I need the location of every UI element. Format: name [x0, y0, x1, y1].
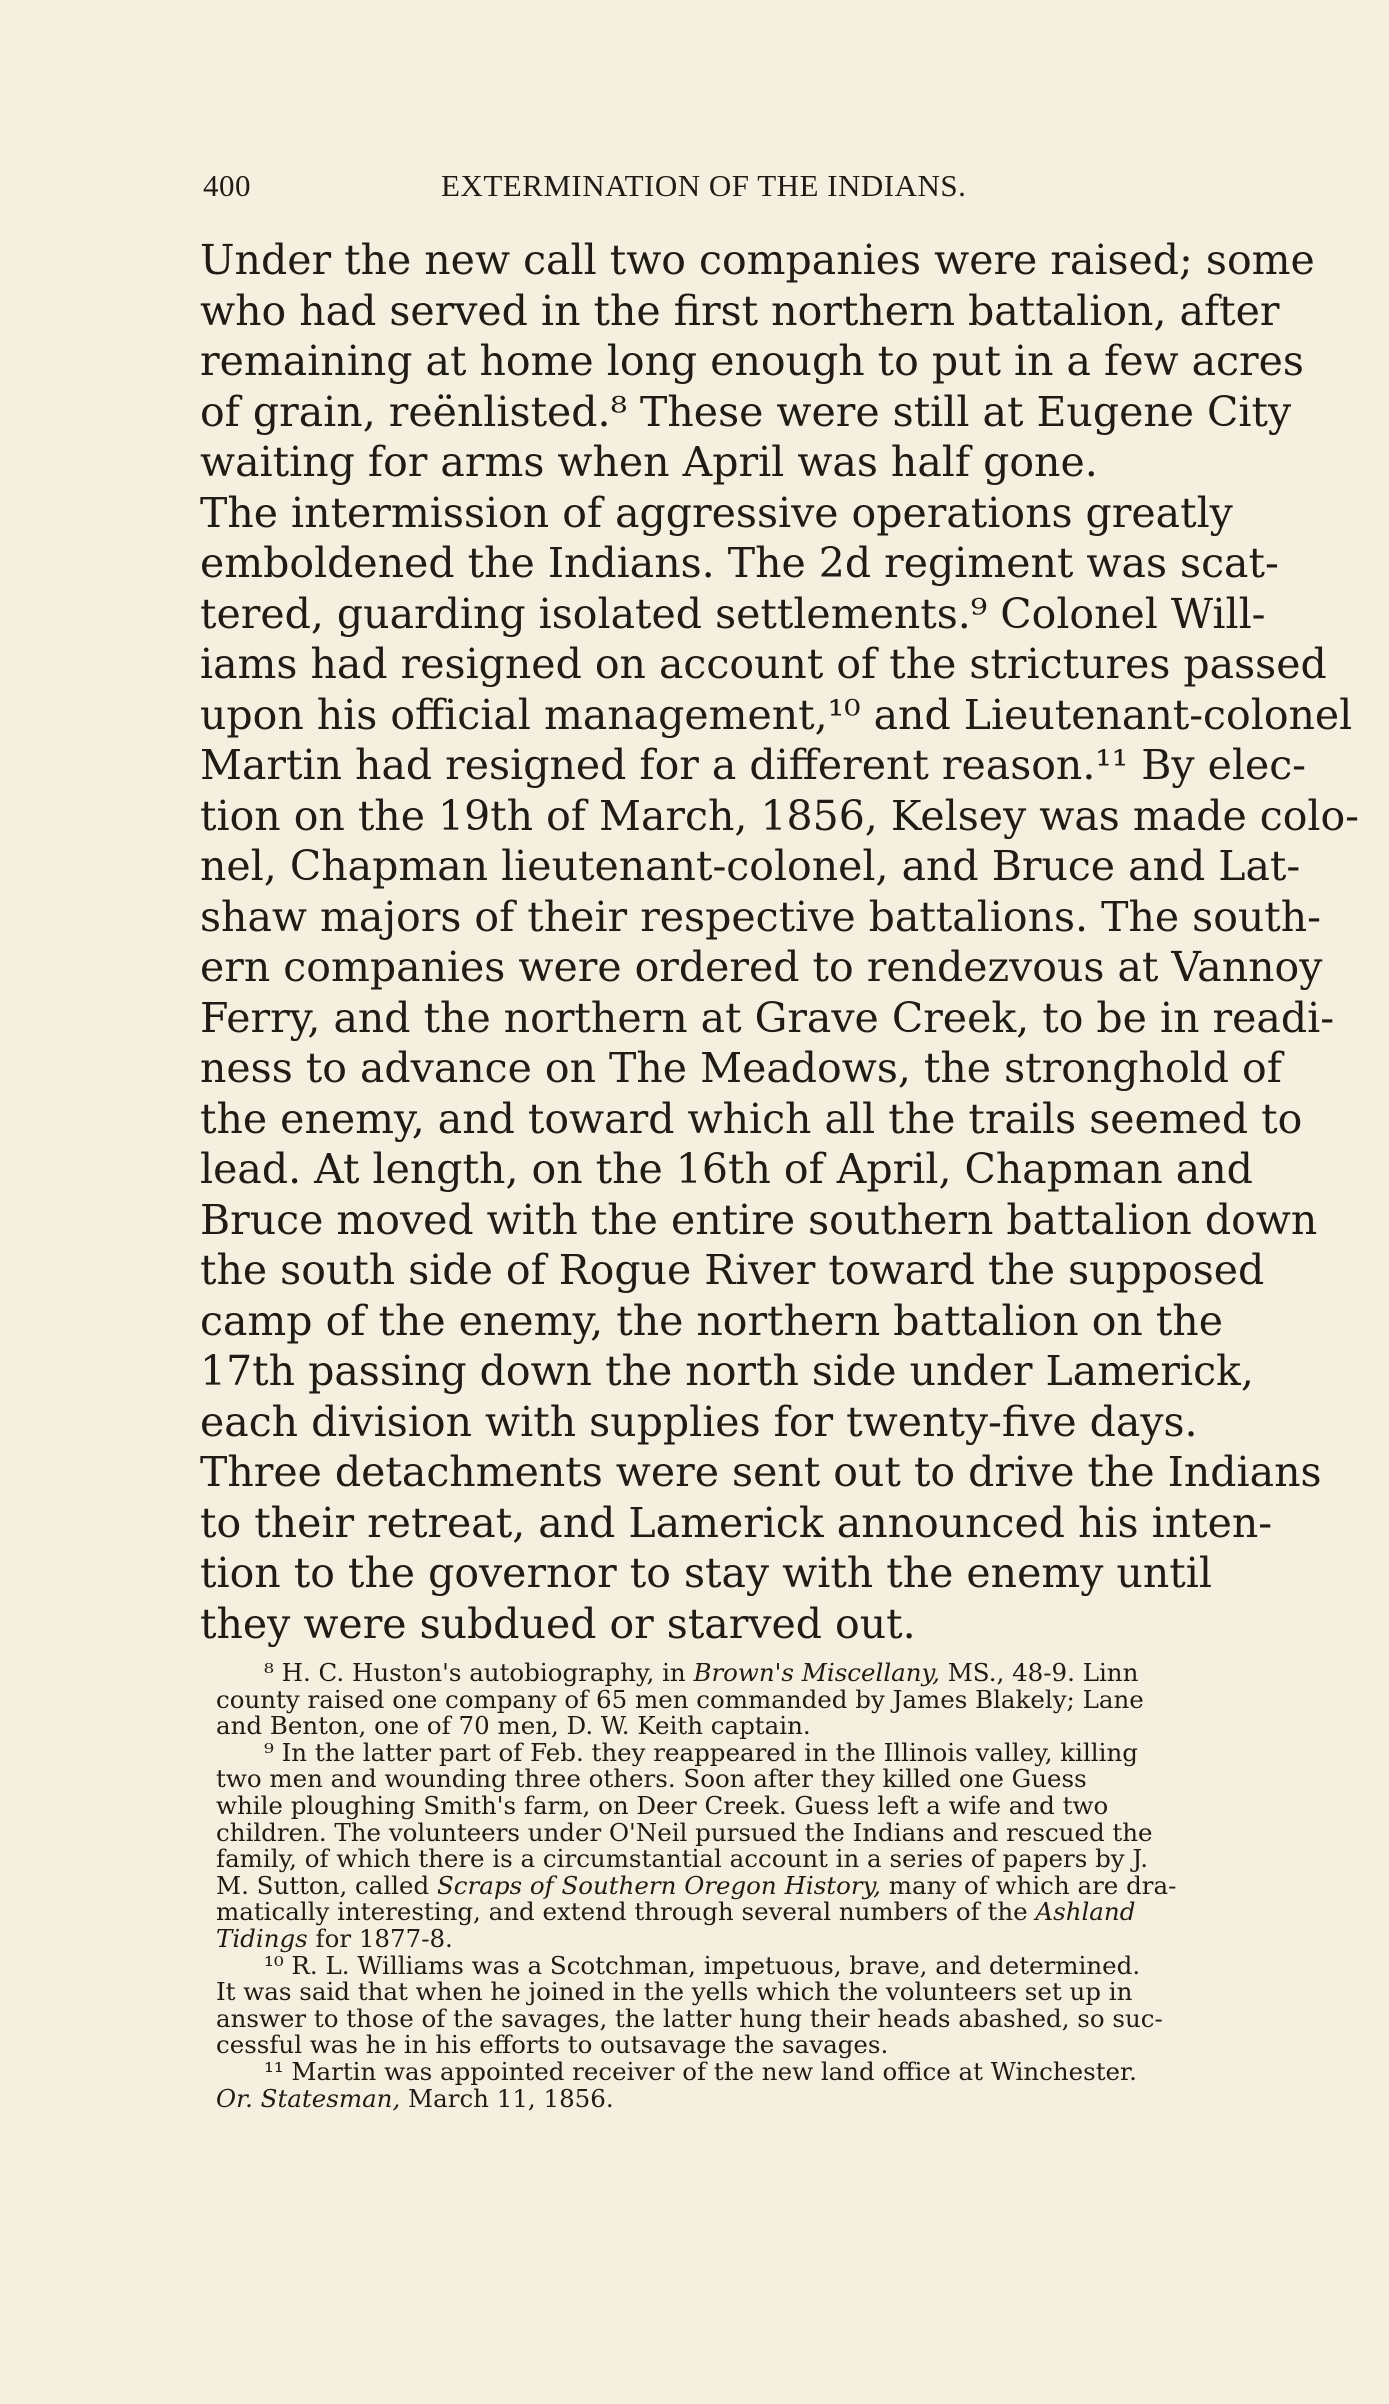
footnote-8	[216, 1660, 1346, 1740]
footnote-10	[216, 1950, 1346, 2060]
body-line: tion on the 19th of March, 1856, Kelsey was made colo-	[200, 791, 1360, 840]
body-line: ern companies were ordered to rendezvous at Vannoy	[200, 943, 1323, 991]
footnote-line	[216, 1660, 1346, 1687]
body-line: they were subdued or starved out.	[200, 1599, 916, 1648]
body-text	[200, 235, 1360, 1649]
footnote-line	[216, 1899, 1346, 1926]
body-line: the south side of Rogue River toward the supposed	[200, 1246, 1265, 1294]
body-line: 17th passing down the north side under Lamerick,	[200, 1347, 1254, 1395]
body-line: nel, Chapman lieutenant-colonel, and Bruce and Lat-	[200, 842, 1301, 890]
footnote-citation: Brown's Miscellany,	[693, 1658, 940, 1687]
body-line: Under the new call two companies were raised; some	[200, 236, 1315, 284]
footnote-text: M. Sutton, called	[216, 1870, 437, 1900]
footnote-text: ⁸ H. C. Huston's autobiography, in	[264, 1658, 694, 1687]
running-title: EXTERMINATION OF THE INDIANS.	[441, 168, 967, 203]
body-line: camp of the enemy, the northern battalion on the	[200, 1296, 1223, 1345]
body-line: Ferry, and the northern at Grave Creek, to be in readi-	[200, 993, 1335, 1042]
body-line: each division with supplies for twenty-five days.	[200, 1397, 1198, 1446]
body-line: ness to advance on The Meadows, the stronghold of	[200, 1044, 1282, 1092]
footnote-text: for 1877-8.	[307, 1923, 453, 1953]
footnote-line: ⁹ In the latter part of Feb. they reappeared in the Illinois valley, killing	[264, 1737, 1138, 1767]
footnote-text: many of which are dra-	[880, 1870, 1177, 1900]
footnote-line: cessful was he in his efforts to outsavage the savages.	[216, 2030, 889, 2060]
body-line: waiting for arms when April was half gone.	[200, 438, 1098, 486]
body-line: of grain, reënlisted.⁸ These were still at Eugene City	[200, 387, 1292, 436]
body-line: iams had resigned on account of the strictures passed	[200, 640, 1327, 688]
body-line: tion to the governor to stay with the enemy until	[200, 1549, 1212, 1597]
body-line: remaining at home long enough to put in a few acres	[200, 337, 1304, 385]
footnote-line: family, of which there is a circumstantial account in a series of papers by J.	[216, 1844, 1149, 1874]
footnote-text: MS., 48-9. Linn	[939, 1658, 1139, 1687]
footnote-9	[216, 1737, 1346, 1953]
footnote-line: answer to those of the savages, the latter hung their heads abashed, so suc-	[216, 2003, 1163, 2033]
body-line: upon his official management,¹⁰ and Lieutenant-colonel	[200, 690, 1353, 739]
footnote-text: March 11, 1856.	[400, 2083, 614, 2113]
body-line: emboldened the Indians. The 2d regiment was scat-	[200, 539, 1279, 587]
body-line: lead. At length, on the 16th of April, Chapman and	[200, 1145, 1253, 1193]
body-line: the enemy, and toward which all the trails seemed to	[200, 1094, 1303, 1143]
page-number: 400	[203, 168, 251, 203]
footnote-citation: Scraps of Southern Oregon History,	[437, 1870, 881, 1900]
footnote-citation: Ashland	[1035, 1897, 1136, 1927]
footnote-line: while ploughing Smith's farm, on Deer Creek. Guess left a wife and two	[216, 1790, 1109, 1820]
footnote-line	[216, 1923, 1346, 1953]
footnote-text: matically interesting, and extend through several numbers of the	[216, 1897, 1036, 1927]
body-line: The intermission of aggressive operations greatly	[200, 488, 1233, 537]
footnote-citation: Tidings	[216, 1923, 308, 1953]
footnote-line	[216, 1870, 1346, 1900]
body-line: tered, guarding isolated settlements.⁹ Colonel Will-	[200, 589, 1266, 638]
footnote-line: children. The volunteers under O'Neil pursued the Indians and rescued the	[216, 1817, 1153, 1847]
body-line: Martin had resigned for a different reason.¹¹ By elec-	[200, 741, 1307, 789]
body-line: Three detachments were sent out to drive the Indians	[200, 1448, 1322, 1496]
body-line: who had served in the first northern battalion, after	[200, 286, 1280, 335]
footnote-citation: Or. Statesman,	[216, 2083, 401, 2113]
footnotes	[216, 1660, 1346, 2112]
footnote-line: two men and wounding three others. Soon after they killed one Guess	[216, 1764, 1087, 1794]
footnote-line: It was said that when he joined in the yells which the volunteers set up in	[216, 1977, 1133, 2007]
body-line: Bruce moved with the entire southern battalion down	[200, 1195, 1318, 1244]
footnote-line	[216, 2083, 1346, 2113]
footnote-line: ¹⁰ R. L. Williams was a Scotchman, impetuous, brave, and determined.	[264, 1950, 1141, 1980]
footnote-line: county raised one company of 65 men commanded by James Blakely; Lane	[216, 1684, 1144, 1714]
footnote-11	[216, 2056, 1346, 2113]
body-line: shaw majors of their respective battalions. The south-	[200, 892, 1322, 941]
body-line: to their retreat, and Lamerick announced his inten-	[200, 1498, 1273, 1547]
footnote-line: ¹¹ Martin was appointed receiver of the new land office at Winchester.	[264, 2056, 1137, 2086]
footnote-line: and Benton, one of 70 men, D. W. Keith captain.	[216, 1711, 811, 1741]
page-header	[203, 168, 1091, 208]
